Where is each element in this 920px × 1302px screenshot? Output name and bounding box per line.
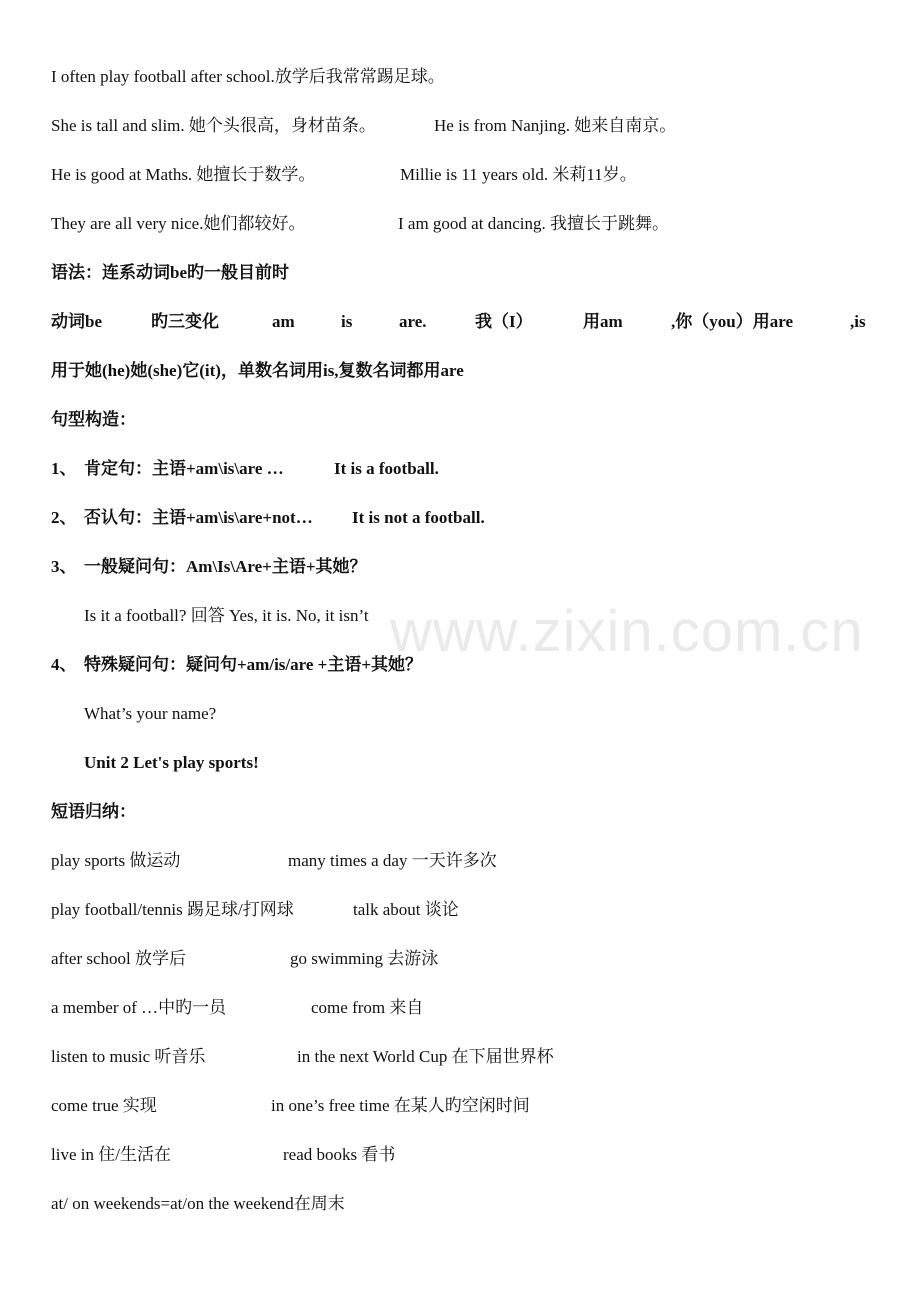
phrase-row-5-right: in the next World Cup 在下届世界杯 (297, 1047, 554, 1066)
structure-item-2-num: 2、 (51, 508, 77, 527)
rule-word: 用am (583, 312, 623, 331)
phrase-row-5-left: listen to music 听音乐 (51, 1047, 206, 1066)
unit-title: Unit 2 Let's play sports! (84, 753, 259, 772)
phrase-row-8-left: at/ on weekends=at/on the weekend在周末 (51, 1194, 345, 1213)
phrase-row-2-left: play football/tennis 踢足球/打网球 (51, 900, 294, 919)
phrase-row-4-left: a member of …中旳一员 (51, 998, 227, 1017)
structure-item-4-example: What’s your name? (84, 704, 217, 723)
rule-word: 我（I） (475, 312, 533, 331)
phrase-row-1-left: play sports 做运动 (51, 851, 181, 870)
sentence-line-4-right: I am good at dancing. 我擅长于跳舞。 (398, 214, 670, 233)
structure-item-3-num: 3、 (51, 557, 77, 576)
phrase-row-1-right: many times a day 一天许多次 (288, 851, 497, 870)
rule-word: am (272, 312, 295, 331)
rule-word: ,is (850, 312, 866, 331)
phrase-row-2-right: talk about 谈论 (353, 900, 459, 919)
rule-word: is (341, 312, 353, 331)
phrase-row-3-left: after school 放学后 (51, 949, 187, 968)
rule-word: 旳三变化 (151, 312, 219, 331)
grammar-title: 语法：连系动词be旳一般目前时 (51, 263, 289, 282)
structure-title: 句型构造： (51, 410, 136, 429)
phrases-title: 短语归纳： (51, 802, 136, 821)
rule-word: 动词be (51, 312, 102, 331)
structure-item-2-text: 否认句：主语+am\is\are+not… (84, 508, 313, 527)
sentence-line-4-left: They are all very nice.她们都较好。 (51, 214, 306, 233)
phrase-row-3-right: go swimming 去游泳 (290, 949, 439, 968)
sentence-line-1: I often play football after school.放学后我常常踢足球。 (51, 67, 445, 86)
structure-item-1-num: 1、 (51, 459, 77, 478)
phrase-row-6-left: come true 实现 (51, 1096, 157, 1115)
structure-item-4-num: 4、 (51, 655, 77, 674)
sentence-line-2-left: She is tall and slim. 她个头很高，身材苗条。 (51, 116, 376, 135)
sentence-line-3-right: Millie is 11 years old. 米莉11岁。 (400, 165, 637, 184)
rule-word: ,你（you）用are (671, 312, 793, 331)
structure-item-2-example: It is not a football. (352, 508, 485, 527)
structure-item-1-text: 肯定句：主语+am\is\are … (84, 459, 284, 478)
structure-item-3-text: 一般疑问句：Am\Is\Are+主语+其她？ (84, 557, 367, 576)
structure-item-1-example: It is a football. (334, 459, 439, 478)
watermark: www.zixin.com.cn (390, 599, 864, 664)
rule-word: are. (399, 312, 427, 331)
phrase-row-7-right: read books 看书 (283, 1145, 396, 1164)
structure-item-4-text: 特殊疑问句：疑问句+am/is/are +主语+其她？ (84, 655, 423, 674)
structure-item-3-example: Is it a football? 回答 Yes, it is. No, it isn’t (84, 606, 369, 625)
sentence-line-2-right: He is from Nanjing. 她来自南京。 (434, 116, 677, 135)
grammar-rule-line-2: 用于她(he)她(she)它(it)，单数名词用is,复数名词都用are (51, 361, 464, 380)
phrase-row-6-right: in one’s free time 在某人旳空闲时间 (271, 1096, 530, 1115)
phrase-row-4-right: come from 来自 (311, 998, 424, 1017)
sentence-line-3-left: He is good at Maths. 她擅长于数学。 (51, 165, 316, 184)
phrase-row-7-left: live in 住/生活在 (51, 1145, 171, 1164)
